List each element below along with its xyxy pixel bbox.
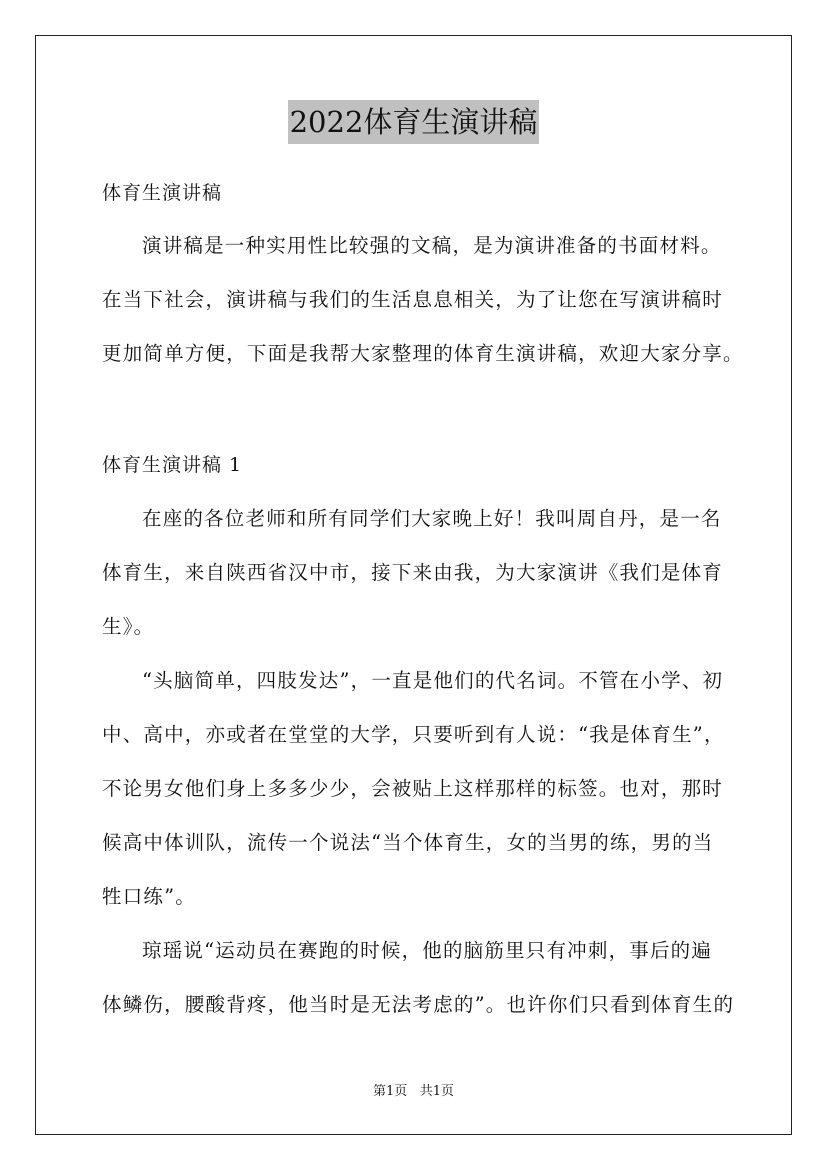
intro-line-3: 更加简单方便，下面是我帮大家整理的体育生演讲稿，欢迎大家分享。 xyxy=(102,342,744,365)
intro-line-1: 演讲稿是一种实用性比较强的文稿，是为演讲准备的书面材料。 xyxy=(142,234,722,257)
intro-paragraph xyxy=(102,219,742,381)
page-footer xyxy=(0,1082,827,1102)
p1-line-2: 体育生，来自陕西省汉中市，接下来由我，为大家演讲《我们是体育 xyxy=(102,561,724,584)
p3-line-2: 体鳞伤，腰酸背疼，他当时是无法考虑的”。也许你们只看到体育生的 xyxy=(102,993,735,1016)
title-container xyxy=(0,100,827,144)
document-title: 2022体育生演讲稿 xyxy=(288,100,540,144)
p2-line-2: 中、高中，亦或者在堂堂的大学，只要听到有人说：“我是体育生”， xyxy=(102,723,725,746)
p1-line-1: 在座的各位老师和所有同学们大家晚上好！我叫周自丹，是一名 xyxy=(142,507,722,530)
p1-line-3: 生》。 xyxy=(102,615,155,638)
page-number-label: 第1页 xyxy=(373,1084,408,1099)
p2-line-1: “头脑简单，四肢发达”，一直是他们的代名词。不管在小学、初 xyxy=(142,669,724,692)
section-heading: 体育生演讲稿 1 xyxy=(102,454,243,476)
p2-line-3: 不论男女他们身上多多少少，会被贴上这样那样的标签。也对，那时 xyxy=(102,777,724,800)
p3-line-1: 琼瑶说“运动员在赛跑的时候，他的脑筋里只有冲刺，事后的遍 xyxy=(142,939,713,962)
page-total-label: 共1页 xyxy=(419,1084,454,1099)
paragraph-1 xyxy=(102,492,742,654)
paragraph-3 xyxy=(102,924,742,1032)
p2-line-4: 候高中体训队，流传一个说法“当个体育生，女的当男的练，男的当 xyxy=(102,831,714,854)
intro-heading: 体育生演讲稿 xyxy=(102,182,223,204)
paragraph-2 xyxy=(102,654,742,924)
p2-line-5: 牲口练”。 xyxy=(102,885,196,908)
intro-line-2: 在当下社会，演讲稿与我们的生活息息相关，为了让您在写演讲稿时 xyxy=(102,288,724,311)
